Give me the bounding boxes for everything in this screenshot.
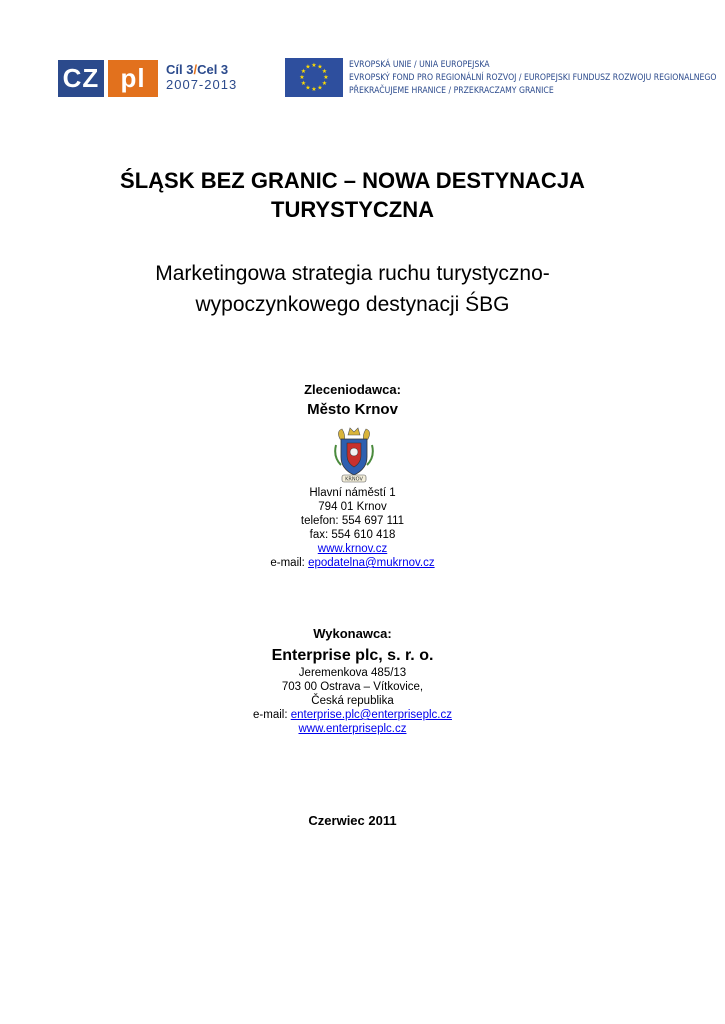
title-line-2: TURYSTYCZNA [271,197,434,222]
svg-text:★: ★ [299,74,305,81]
pl-logo-text: pl [120,63,146,93]
svg-text:★: ★ [321,80,328,87]
client-section [0,382,705,418]
client-label: Zleceniodawca: [304,382,401,397]
contractor-country: Česká republika [311,695,394,707]
svg-text:★: ★ [311,86,317,93]
krnov-coat-of-arms-icon [332,425,376,483]
svg-text:★: ★ [300,68,307,75]
client-email-link[interactable]: epodatelna@mukrnov.cz [308,557,435,569]
cz-logo [58,60,104,97]
client-name: Město Krnov [307,401,398,418]
svg-text:★: ★ [305,84,311,92]
svg-text:★: ★ [323,74,329,81]
eu-line-3: PŘEKRAČUJEME HRANICE / PRZEKRACZAMY GRANICE [349,86,554,96]
svg-text:★: ★ [311,62,317,69]
contractor-address-line: Jeremenkova 485/13 [298,667,407,679]
program-label: Cíl 3/Cel 3 2007-2013 [166,62,238,92]
svg-text:★: ★ [321,68,328,75]
svg-text:★: ★ [317,84,323,92]
client-address-line: 794 01 Krnov [318,501,387,513]
contractor-section [0,626,705,665]
eu-funding-text [349,59,717,98]
contractor-email-label: e-mail: [253,709,291,721]
subtitle-line-1: Marketingowa strategia ruchu turystyczno- [155,262,550,285]
client-website-link[interactable]: www.krnov.cz [317,543,388,555]
document-date: Czerwiec 2011 [308,813,397,828]
cz-logo-text: CZ [62,63,100,93]
contractor-label: Wykonawca: [313,626,392,641]
program-pl: Cel 3 [197,62,229,77]
contractor-website-link[interactable]: www.enterpriseplc.cz [298,723,407,735]
title-line-1: ŚLĄSK BEZ GRANIC – NOWA DESTYNACJA [120,168,585,193]
eu-line-1: EVROPSKÁ UNIE / UNIA EUROPEJSKA [349,60,490,70]
client-address-line: Hlavní náměstí 1 [309,487,396,499]
document-subtitle [0,258,705,320]
document-header [0,0,725,110]
client-contact [0,486,705,570]
eu-flag-icon [285,58,343,97]
svg-text:★: ★ [305,63,311,71]
svg-text:★: ★ [317,63,323,71]
client-phone: telefon: 554 697 111 [300,515,405,527]
client-email-label: e-mail: [270,557,309,569]
eu-line-2: EVROPSKÝ FOND PRO REGIONÁLNÍ ROZVOJ / EUROPEJSKI FUNDUSZ ROZWOJU REGIONALNEGO [349,73,717,83]
contractor-email-link[interactable]: enterprise.plc@enterpriseplc.cz [290,709,452,721]
document-title [0,166,705,224]
pl-logo [108,60,158,97]
crest-banner-text: KRNOV [345,476,363,483]
svg-text:★: ★ [300,80,307,87]
client-fax: fax: 554 610 418 [309,529,396,541]
contractor-name: Enterprise plc, s. r. o. [271,647,434,664]
contractor-contact [0,666,705,736]
contractor-address-line: 703 00 Ostrava – Vítkovice, [281,681,424,693]
program-years: 2007-2013 [166,77,238,92]
subtitle-line-2: wypoczynkowego destynacji ŚBG [195,293,510,316]
program-cz: Cíl 3 [166,62,194,77]
